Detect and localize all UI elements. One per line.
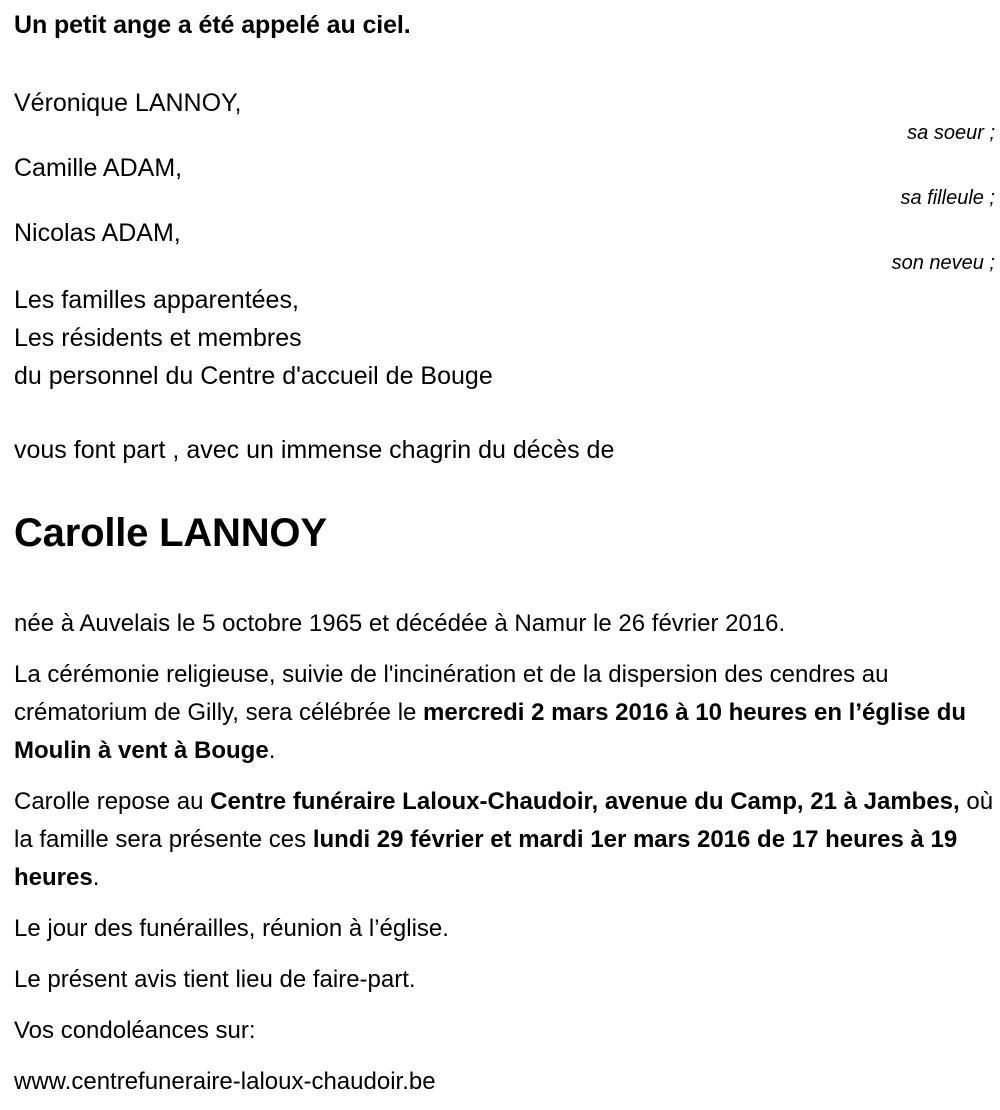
deceased-name: Carolle LANNOY: [14, 511, 327, 555]
funeral-day-line: [14, 910, 996, 948]
ceremony-emphasis: mercredi 2 mars 2016 à 10 heures en l’église du Moulin à vent à Bouge: [14, 699, 967, 764]
notice-note-text: Le présent avis tient lieu de faire-part.: [14, 966, 416, 993]
repose-paragraph: [14, 783, 996, 897]
repose-location: Centre funéraire Laloux-Chaudoir, avenue du Camp, 21 à Jambes,: [210, 788, 960, 815]
repose-middle: où la famille sera présente ces: [14, 788, 994, 853]
survivor-row: [14, 88, 995, 153]
condolences-url[interactable]: www.centrefuneraire-laloux-chaudoir.be: [14, 1068, 436, 1095]
survivors-list: [14, 88, 995, 283]
survivor-relation: sa filleule ;: [900, 187, 995, 209]
condolences-label: Vos condoléances sur:: [14, 1017, 256, 1044]
condolences-label-line: [14, 1012, 996, 1050]
ceremony-lead: La cérémonie religieuse, suivie de l'incinération et de la dispersion des cendres au crématorium de Gilly, sera célébrée le: [14, 661, 889, 726]
notice-note-line: [14, 961, 996, 999]
survivor-name: Camille ADAM,: [14, 154, 183, 182]
survivor-name: Véronique LANNOY,: [14, 89, 242, 117]
birth-death-text: née à Auvelais le 5 octobre 1965 et décédée à Namur le 26 février 2016.: [14, 610, 786, 637]
ceremony-tail: .: [268, 737, 276, 764]
notice-body: [14, 605, 996, 1110]
repose-lead: Carolle repose au: [14, 788, 211, 815]
families-line: Les familles apparentées,: [14, 286, 299, 314]
survivor-relation: sa soeur ;: [907, 122, 995, 144]
condolences-url-line: [14, 1063, 996, 1101]
headline: Un petit ange a été appelé au ciel.: [14, 11, 411, 39]
families-line: du personnel du Centre d'accueil de Bouge: [14, 362, 493, 390]
birth-death-line: [14, 605, 996, 643]
repose-tail: .: [92, 864, 100, 891]
announcement-line: vous font part , avec un immense chagrin du décès de: [14, 436, 615, 464]
funeral-day-text: Le jour des funérailles, réunion à l’église.: [14, 915, 449, 942]
families-line: Les résidents et membres: [14, 324, 302, 352]
survivor-name: Nicolas ADAM,: [14, 219, 181, 247]
related-families-block: [14, 281, 493, 395]
survivor-relation: son neveu ;: [891, 252, 995, 274]
ceremony-paragraph: [14, 656, 996, 770]
survivor-row: [14, 153, 995, 218]
repose-visiting-hours: lundi 29 février et mardi 1er mars 2016 de 17 heures à 19 heures: [14, 826, 958, 891]
survivor-row: [14, 218, 995, 283]
